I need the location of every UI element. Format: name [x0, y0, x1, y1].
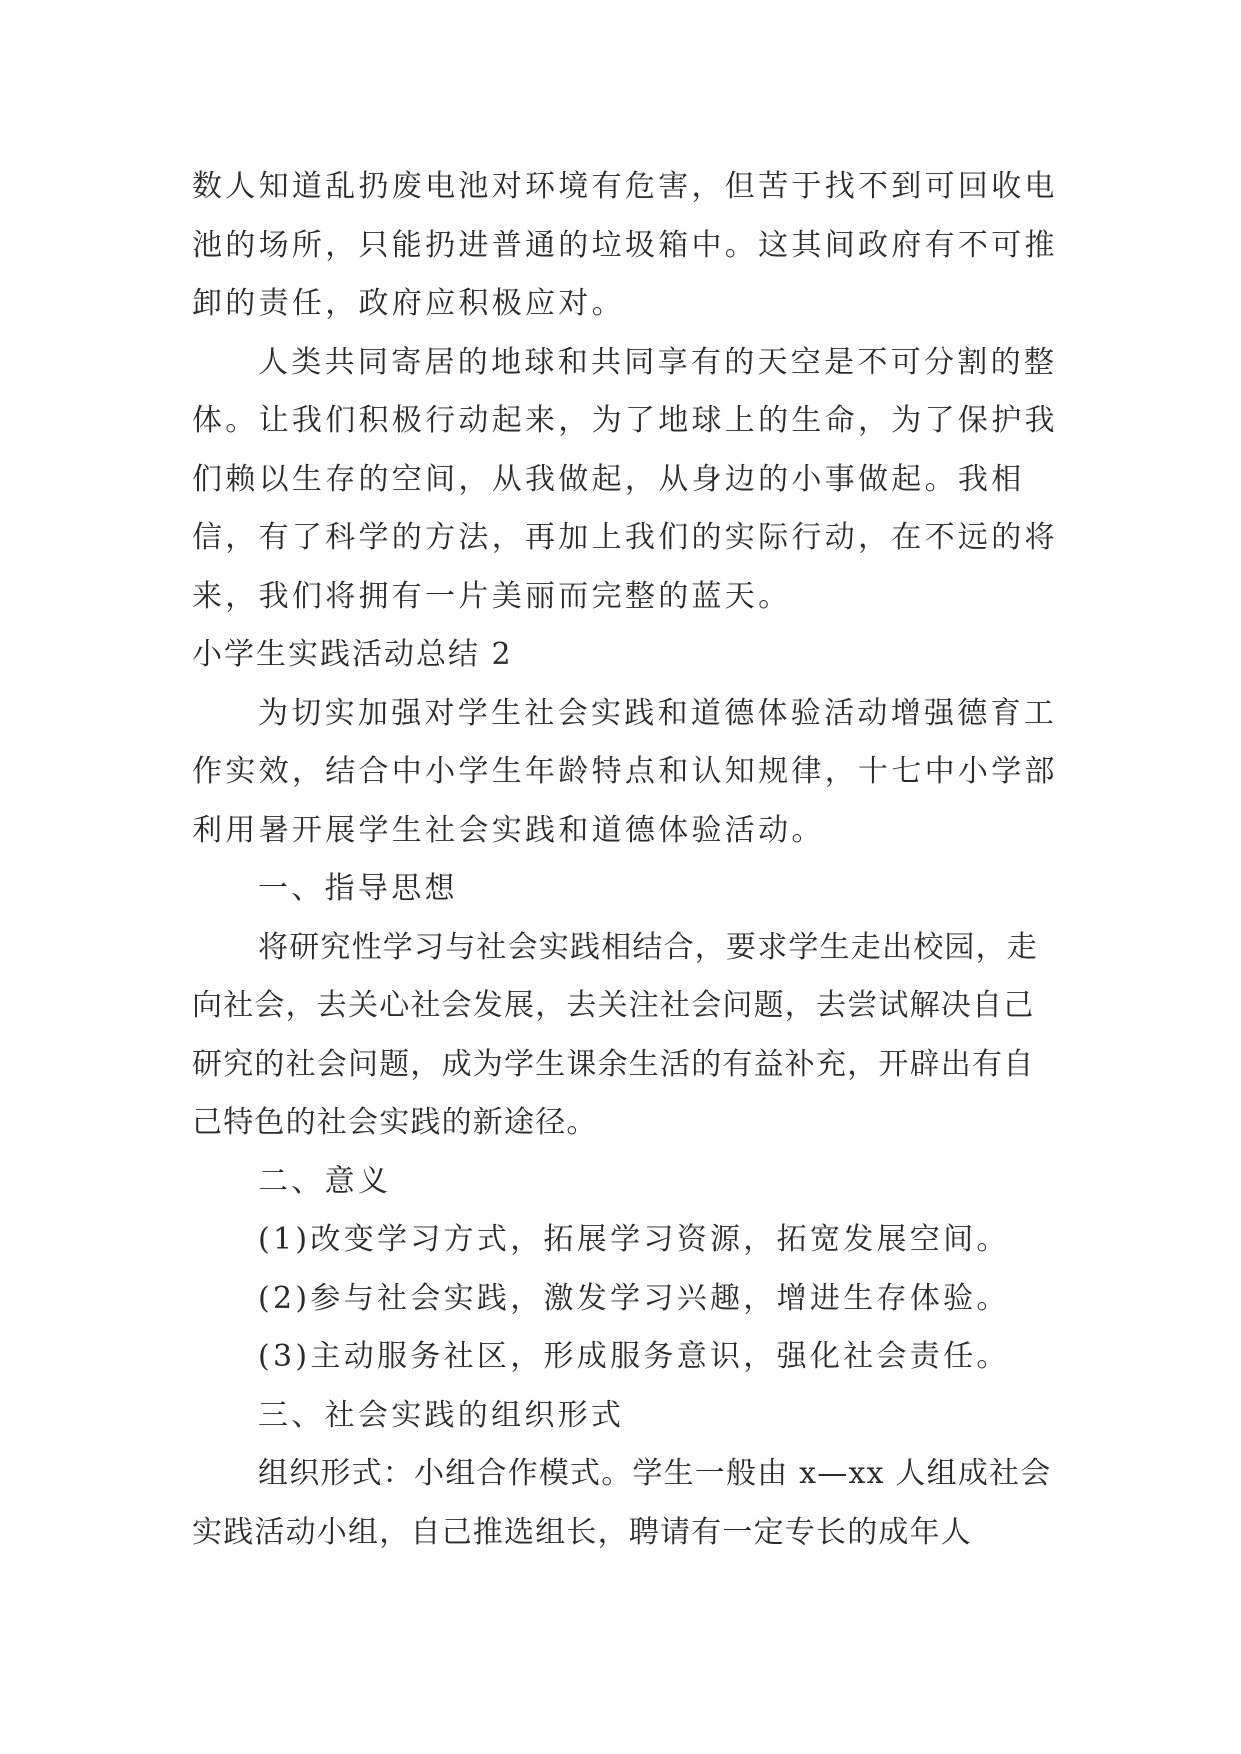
paragraph-battery-disposal: 数人知道乱扔废电池对环境有危害，但苦于找不到可回收电池的场所，只能扔进普通的垃圾箱中。这其间政府有不可推卸的责任，政府应积极应对。 — [192, 169, 1058, 321]
list-item-significance-3: (3)主动服务社区，形成服务意识，强化社会责任。 — [258, 1339, 1010, 1374]
list-item-significance-2: (2)参与社会实践，激发学习兴趣，增进生存体验。 — [258, 1280, 1010, 1316]
section-title: 小学生实践活动总结 2 — [192, 637, 513, 672]
list-item-significance-1: (1)改变学习方式，拓展学习资源，拓宽发展空间。 — [258, 1222, 1010, 1257]
paragraph-guiding-ideology: 将研究性学习与社会实践相结合，要求学生走出校园，走向社会，去关心社会发展，去关注社会问题，去尝试解决自己研究的社会问题，成为学生课余生活的有益补充，开辟出有自己特色的社会实践的新途径。 — [192, 929, 1038, 1140]
paragraph-intro: 为切实加强对学生社会实践和道德体验活动增强德育工作实效，结合中小学生年龄特点和认知规律，十七中小学部利用暑开展学生社会实践和道德体验活动。 — [192, 695, 1058, 848]
heading-organization-form: 三、社会实践的组织形式 — [258, 1397, 625, 1433]
paragraph-organization-form: 组织形式：小组合作模式。学生一般由 x—xx 人组成社会实践活动小组，自己推选组长，聘请有一定专长的成年人 — [192, 1456, 1052, 1550]
document-body — [192, 158, 1062, 1562]
heading-guiding-ideology: 一、指导思想 — [258, 871, 458, 906]
paragraph-shared-sky: 人类共同寄居的地球和共同享有的天空是不可分割的整体。让我们积极行动起来，为了地球上的生命，为了保护我们赖以生存的空间，从我做起，从身边的小事做起。我相信，有了科学的方法，再加上我们的实际行动，在不远的将来，我们将拥有一片美丽而完整的蓝天。 — [192, 344, 1058, 614]
heading-significance: 二、意义 — [258, 1163, 392, 1199]
